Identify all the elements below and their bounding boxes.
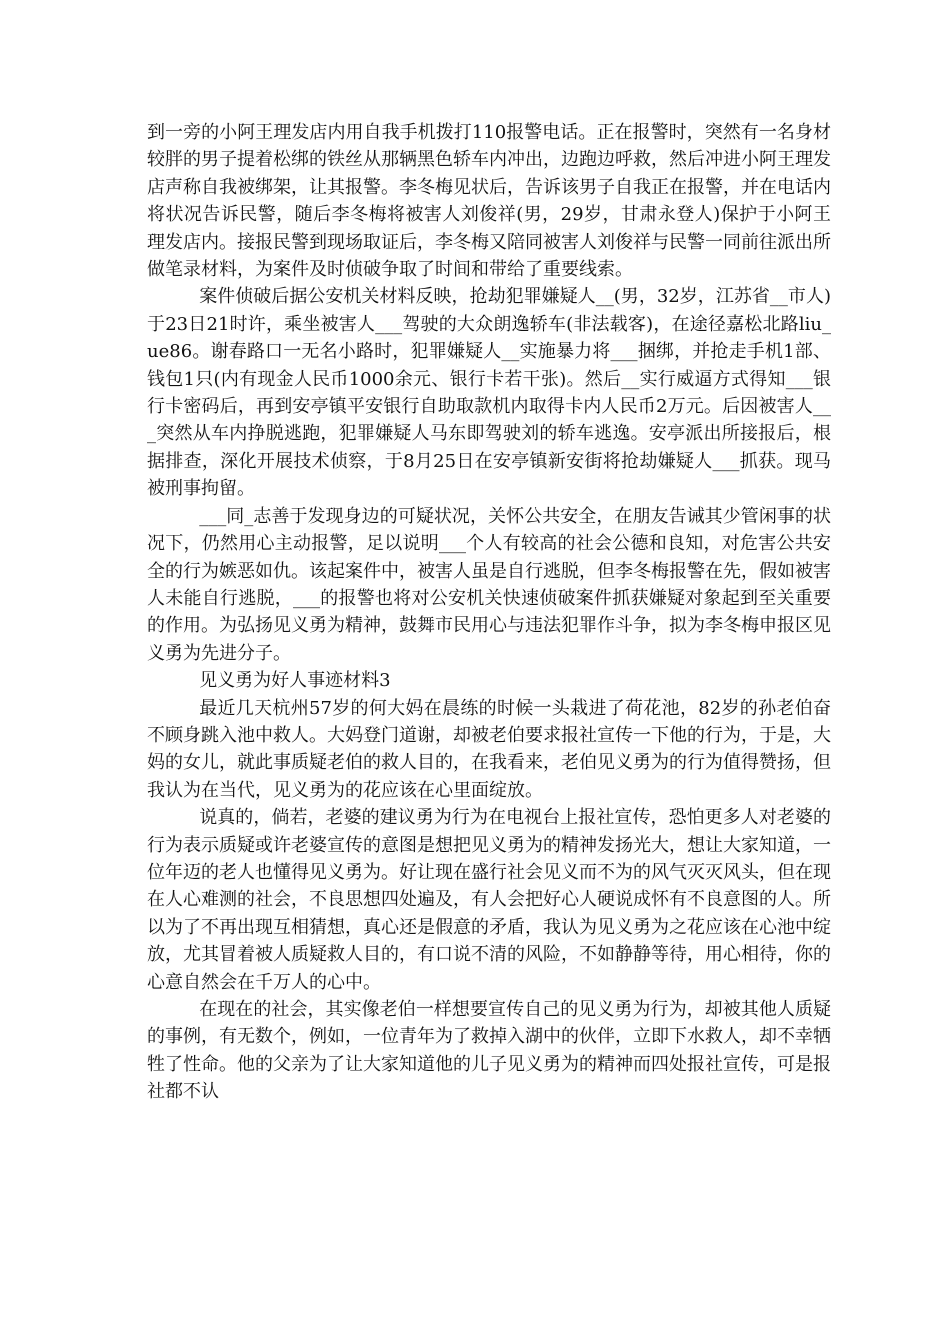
- paragraph-commendation: ___同_志善于发现身边的可疑状况，关怀公共安全，在朋友告诫其少管闲事的状况下，仍然用心主动报警，足以说明___个人有较高的社会公德和良知，对危害公共安全的行为嫉恶如仇。该起案件中，被害人虽是自行逃脱，但李冬梅报警在先，假如被害人未能自行逃脱，___的报警也将对公安机关快速侦破案件抓获嫌疑对象起到至关重要的作用。为弘扬见义勇为精神，鼓舞市民用心与违法犯罪作斗争，拟为李冬梅申报区见义勇为先进分子。: [147, 505, 831, 664]
- paragraph-opinion: 说真的，倘若，老婆的建议勇为行为在电视台上报社宣传，恐怕更多人对老婆的行为表示质疑或许老婆宣传的意图是想把见义勇为的精神发扬光大，想让大家知道，一位年迈的老人也懂得见义勇为。好让现在盛行社会见义而不为的风气灭灭风头，但在现在人心难测的社会，不良思想四处遍及，有人会把好心人硬说成怀有不良意图的人。所以为了不再出现互相猜想，真心还是假意的矛盾，我认为见义勇为之花应该在心池中绽放，尤其冒着被人质疑救人目的，有口说不清的风险，不如静静等待，用心相待，你的心意自然会在千万人的心中。: [147, 807, 831, 993]
- paragraph-case-solved: 案件侦破后据公安机关材料反映，抢劫犯罪嫌疑人__(男，32岁，江苏省__市人)于23日21时许，乘坐被害人___驾驶的大众朗逸轿车(非法载客)，在途径嘉松北路liu_ue86。谢春路口一无名小路时，犯罪嫌疑人__实施暴力将___捆绑，并抢走手机1部、钱包1只(内有现金人民币1000余元、银行卡若干张)。然后__实行威逼方式得知___银行卡密码后，再到安亭镇平安银行自助取款机内取得卡内人民币2万元。后因被害人___突然从车内挣脱逃跑，犯罪嫌疑人马东即驾驶刘的轿车逃逸。安亭派出所接报后，根据排查，深化开展技术侦察，于8月25日在安亭镇新安街将抢劫嫌疑人___抓获。现马被刑事拘留。: [147, 286, 831, 500]
- paragraph-examples: 在现在的社会，其实像老伯一样想要宣传自己的见义勇为行为，却被其他人质疑的事例，有无数个，例如，一位青年为了救掉入湖中的伙伴，立即下水救人，却不幸牺牲了性命。他的父亲为了让大家知道他的儿子见义勇为的精神而四处报社宣传，可是报社都不认: [147, 999, 831, 1103]
- document-body: [147, 119, 831, 1106]
- paragraph-hangzhou-rescue: 最近几天杭州57岁的何大妈在晨练的时候一头栽进了荷花池，82岁的孙老伯奋不顾身跳入池中救人。大妈登门道谢，却被老伯要求报社宣传一下他的行为，于是，大妈的女儿，就此事质疑老伯的救人目的，在我看来，老伯见义勇为的行为值得赞扬，但我认为在当代，见义勇为的花应该在心里面绽放。: [147, 697, 831, 801]
- paragraph-report-call: 到一旁的小阿王理发店内用自我手机拨打110报警电话。正在报警时，突然有一名身材较胖的男子提着松绑的铁丝从那辆黑色轿车内冲出，边跑边呼救，然后冲进小阿王理发店声称自我被绑架，让其报警。李冬梅见状后，告诉该男子自我正在报警，并在电话内将状况告诉民警，随后李冬梅将被害人刘俊祥(男，29岁，甘肃永登人)保护于小阿王理发店内。接报民警到现场取证后，李冬梅又陪同被害人刘俊祥与民警一同前往派出所做笔录材料，为案件及时侦破争取了时间和带给了重要线索。: [147, 122, 831, 281]
- section-heading: 见义勇为好人事迹材料3: [199, 670, 391, 692]
